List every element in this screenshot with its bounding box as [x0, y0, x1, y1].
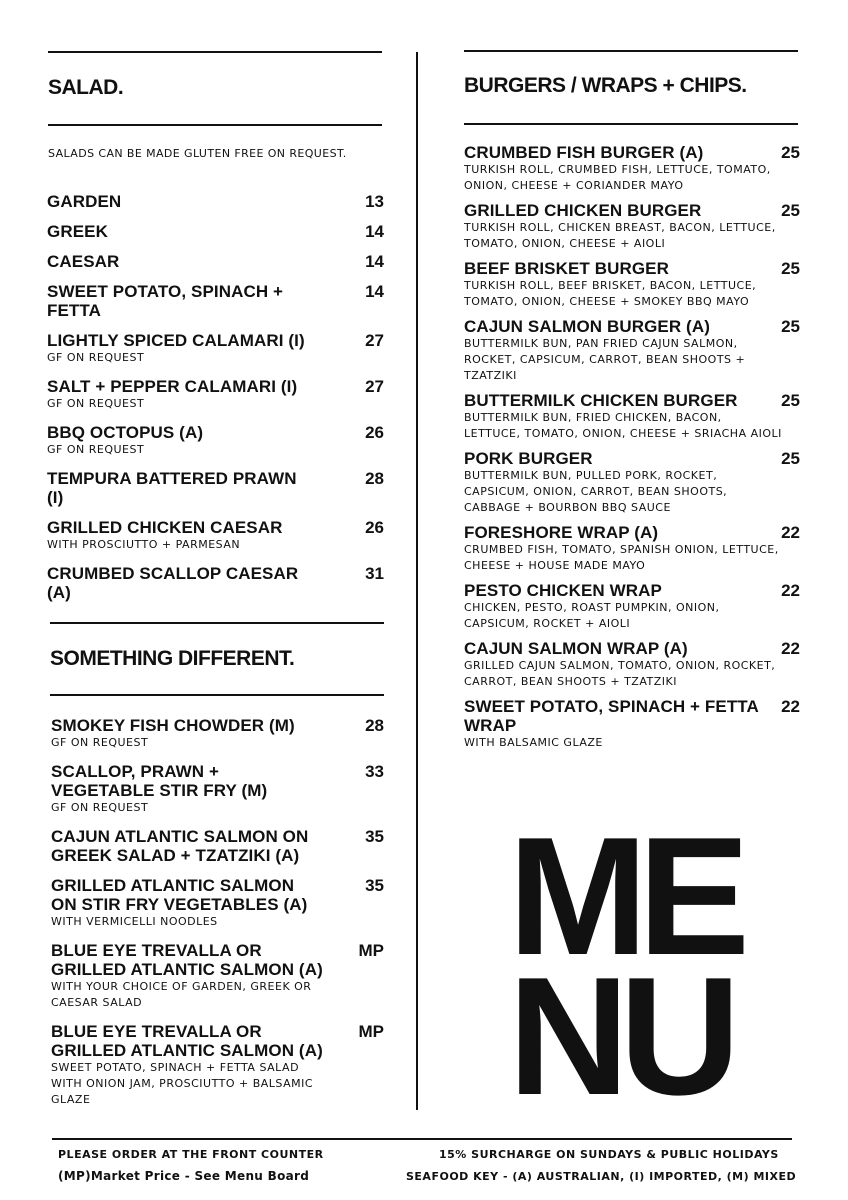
- menu-item-name: CAJUN SALMON WRAP (A): [464, 639, 688, 658]
- menu-item: [464, 201, 800, 252]
- menu-item-name: BBQ OCTOPUS (A): [47, 423, 204, 442]
- menu-item: [464, 259, 800, 310]
- menu-item: [51, 716, 384, 751]
- menu-item-price: 13: [365, 192, 384, 211]
- menu-item-price: 14: [365, 222, 384, 241]
- menu-item: [47, 377, 384, 412]
- menu-item-name: GRILLED CHICKEN CAESAR: [47, 518, 283, 537]
- menu-item-price: 27: [365, 377, 384, 396]
- menu-item-name: CAJUN ATLANTIC SALMON ON GREEK SALAD + TZATZIKI (A): [51, 827, 309, 865]
- menu-item-price: 33: [365, 762, 384, 781]
- menu-item-price: 26: [365, 518, 384, 537]
- menu-item-description: GF ON REQUEST: [47, 443, 145, 456]
- menu-item-description: BUTTERMILK BUN, FRIED CHICKEN, BACON, LETTUCE, TOMATO, ONION, CHEESE + SRIACHA AIOLI: [464, 411, 782, 440]
- menu-item-description: GRILLED CAJUN SALMON, TOMATO, ONION, ROCKET, CARROT, BEAN SHOOTS + TZATZIKI: [464, 659, 776, 688]
- menu-item-price: 14: [365, 282, 384, 301]
- menu-item-name: PORK BURGER: [464, 449, 593, 468]
- menu-item-name: GRILLED CHICKEN BURGER: [464, 201, 702, 220]
- menu-item: [51, 1022, 384, 1108]
- salad-note: SALADS CAN BE MADE GLUTEN FREE ON REQUEST.: [48, 147, 347, 160]
- menu-item-description: WITH YOUR CHOICE OF GARDEN, GREEK OR CAESAR SALAD: [51, 980, 312, 1009]
- burgers-title: BURGERS / WRAPS + CHIPS.: [464, 74, 747, 97]
- menu-item-name: CAJUN SALMON BURGER (A): [464, 317, 710, 336]
- menu-item-description: SWEET POTATO, SPINACH + FETTA SALAD WITH ONION JAM, PROSCIUTTO + BALSAMIC GLAZE: [51, 1061, 314, 1106]
- menu-item-price: 22: [781, 581, 800, 600]
- menu-item: [464, 317, 800, 384]
- menu-item-name: SCALLOP, PRAWN + VEGETABLE STIR FRY (M): [51, 762, 268, 800]
- menu-item: [51, 827, 384, 865]
- menu-item-name: SWEET POTATO, SPINACH + FETTA WRAP: [464, 697, 759, 735]
- menu-item: [47, 564, 384, 602]
- menu-item-description: GF ON REQUEST: [47, 351, 145, 364]
- menu-item-name: LIGHTLY SPICED CALAMARI (I): [47, 331, 305, 350]
- menu-item-description: GF ON REQUEST: [51, 736, 149, 749]
- menu-item-price: 25: [781, 201, 800, 220]
- menu-item-name: BEEF BRISKET BURGER: [464, 259, 669, 278]
- menu-item-name: BUTTERMILK CHICKEN BURGER: [464, 391, 738, 410]
- menu-item-name: CRUMBED SCALLOP CAESAR (A): [47, 564, 299, 602]
- menu-item-price: 31: [365, 564, 384, 583]
- menu-item-price: 22: [781, 639, 800, 658]
- menu-item-description: WITH VERMICELLI NOODLES: [51, 915, 218, 928]
- menu-item: [47, 469, 384, 507]
- menu-item: [47, 331, 384, 366]
- menu-item: [464, 391, 800, 442]
- column-divider: [416, 52, 418, 1110]
- different-top-rule: [50, 622, 384, 624]
- menu-item: [464, 581, 800, 632]
- menu-item: [464, 523, 800, 574]
- burgers-bottom-rule: [464, 123, 798, 125]
- menu-item: [464, 143, 800, 194]
- salad-top-rule: [48, 51, 382, 53]
- menu-item: [51, 762, 384, 816]
- menu-logo-line1: ME: [508, 802, 740, 990]
- menu-item: [464, 639, 800, 690]
- menu-item-name: PESTO CHICKEN WRAP: [464, 581, 662, 600]
- menu-item-name: GRILLED ATLANTIC SALMON ON STIR FRY VEGETABLES (A): [51, 876, 308, 914]
- menu-item-price: MP: [358, 941, 384, 960]
- menu-item: [47, 423, 384, 458]
- menu-item-description: GF ON REQUEST: [47, 397, 145, 410]
- burgers-top-rule: [464, 50, 798, 52]
- menu-item-name: GARDEN: [47, 192, 122, 211]
- menu-item-name: BLUE EYE TREVALLA OR GRILLED ATLANTIC SALMON (A): [51, 1022, 323, 1060]
- burgers-items: [464, 143, 800, 758]
- menu-item-price: 14: [365, 252, 384, 271]
- menu-logo: [508, 802, 740, 1130]
- menu-item-description: WITH BALSAMIC GLAZE: [464, 736, 603, 749]
- menu-item-price: 25: [781, 317, 800, 336]
- menu-item-description: GF ON REQUEST: [51, 801, 149, 814]
- menu-item-description: TURKISH ROLL, CRUMBED FISH, LETTUCE, TOMATO, ONION, CHEESE + CORIANDER MAYO: [464, 163, 771, 192]
- menu-item-price: MP: [358, 1022, 384, 1041]
- menu-item-name: BLUE EYE TREVALLA OR GRILLED ATLANTIC SALMON (A): [51, 941, 323, 979]
- menu-item: [47, 252, 384, 271]
- menu-item-price: 28: [365, 716, 384, 735]
- menu-item-price: 35: [365, 876, 384, 895]
- menu-item-description: BUTTERMILK BUN, PULLED PORK, ROCKET, CAPSICUM, ONION, CARROT, BEAN SHOOTS, CABBAGE + BOURBON BBQ SAUCE: [464, 469, 728, 514]
- menu-item: [47, 192, 384, 211]
- footer-surcharge-note: 15% SURCHARGE ON SUNDAYS & PUBLIC HOLIDAYS: [439, 1148, 779, 1161]
- menu-item-description: CHICKEN, PESTO, ROAST PUMPKIN, ONION, CAPSICUM, ROCKET + AIOLI: [464, 601, 720, 630]
- menu-item-name: SMOKEY FISH CHOWDER (M): [51, 716, 295, 735]
- menu-item-price: 28: [365, 469, 384, 488]
- menu-item: [51, 941, 384, 1011]
- menu-item-name: GREEK: [47, 222, 108, 241]
- menu-item-price: 25: [781, 391, 800, 410]
- menu-item: [464, 697, 800, 751]
- footer-market-price-note: (MP)Market Price - See Menu Board: [58, 1169, 310, 1183]
- footer-rule: [52, 1138, 792, 1140]
- menu-item-name: FORESHORE WRAP (A): [464, 523, 659, 542]
- menu-item-name: TEMPURA BATTERED PRAWN (I): [47, 469, 297, 507]
- menu-item-name: CAESAR: [47, 252, 120, 271]
- menu-item-name: SWEET POTATO, SPINACH + FETTA: [47, 282, 284, 320]
- menu-item: [47, 282, 384, 320]
- menu-item-description: CRUMBED FISH, TOMATO, SPANISH ONION, LETTUCE, CHEESE + HOUSE MADE MAYO: [464, 543, 779, 572]
- salad-title: SALAD.: [48, 76, 124, 99]
- menu-item-price: 25: [781, 259, 800, 278]
- menu-item-price: 25: [781, 449, 800, 468]
- footer-order-note: PLEASE ORDER AT THE FRONT COUNTER: [58, 1148, 324, 1161]
- menu-item-price: 26: [365, 423, 384, 442]
- menu-item-description: TURKISH ROLL, BEEF BRISKET, BACON, LETTUCE, TOMATO, ONION, CHEESE + SMOKEY BBQ MAYO: [464, 279, 757, 308]
- menu-item-name: SALT + PEPPER CALAMARI (I): [47, 377, 298, 396]
- menu-item-price: 27: [365, 331, 384, 350]
- different-bottom-rule: [50, 694, 384, 696]
- menu-item-price: 22: [781, 523, 800, 542]
- different-title: SOMETHING DIFFERENT.: [50, 647, 295, 670]
- menu-item-description: BUTTERMILK BUN, PAN FRIED CAJUN SALMON, ROCKET, CAPSICUM, CARROT, BEAN SHOOTS + TZATZIKI: [464, 337, 746, 382]
- menu-item: [51, 876, 384, 930]
- menu-item: [47, 518, 384, 553]
- menu-item-price: 22: [781, 697, 800, 716]
- salad-bottom-rule: [48, 124, 382, 126]
- menu-item-price: 35: [365, 827, 384, 846]
- menu-item: [464, 449, 800, 516]
- different-items: [51, 716, 384, 1119]
- menu-item-description: WITH PROSCIUTTO + PARMESAN: [47, 538, 241, 551]
- salad-items: [47, 192, 384, 613]
- menu-item-description: TURKISH ROLL, CHICKEN BREAST, BACON, LETTUCE, TOMATO, ONION, CHEESE + AIOLI: [464, 221, 776, 250]
- menu-item: [47, 222, 384, 241]
- menu-item-price: 25: [781, 143, 800, 162]
- footer-seafood-key: SEAFOOD KEY - (A) AUSTRALIAN, (I) IMPORTED, (M) MIXED: [406, 1170, 797, 1183]
- menu-logo-line2: NU: [508, 942, 731, 1130]
- menu-item-name: CRUMBED FISH BURGER (A): [464, 143, 704, 162]
